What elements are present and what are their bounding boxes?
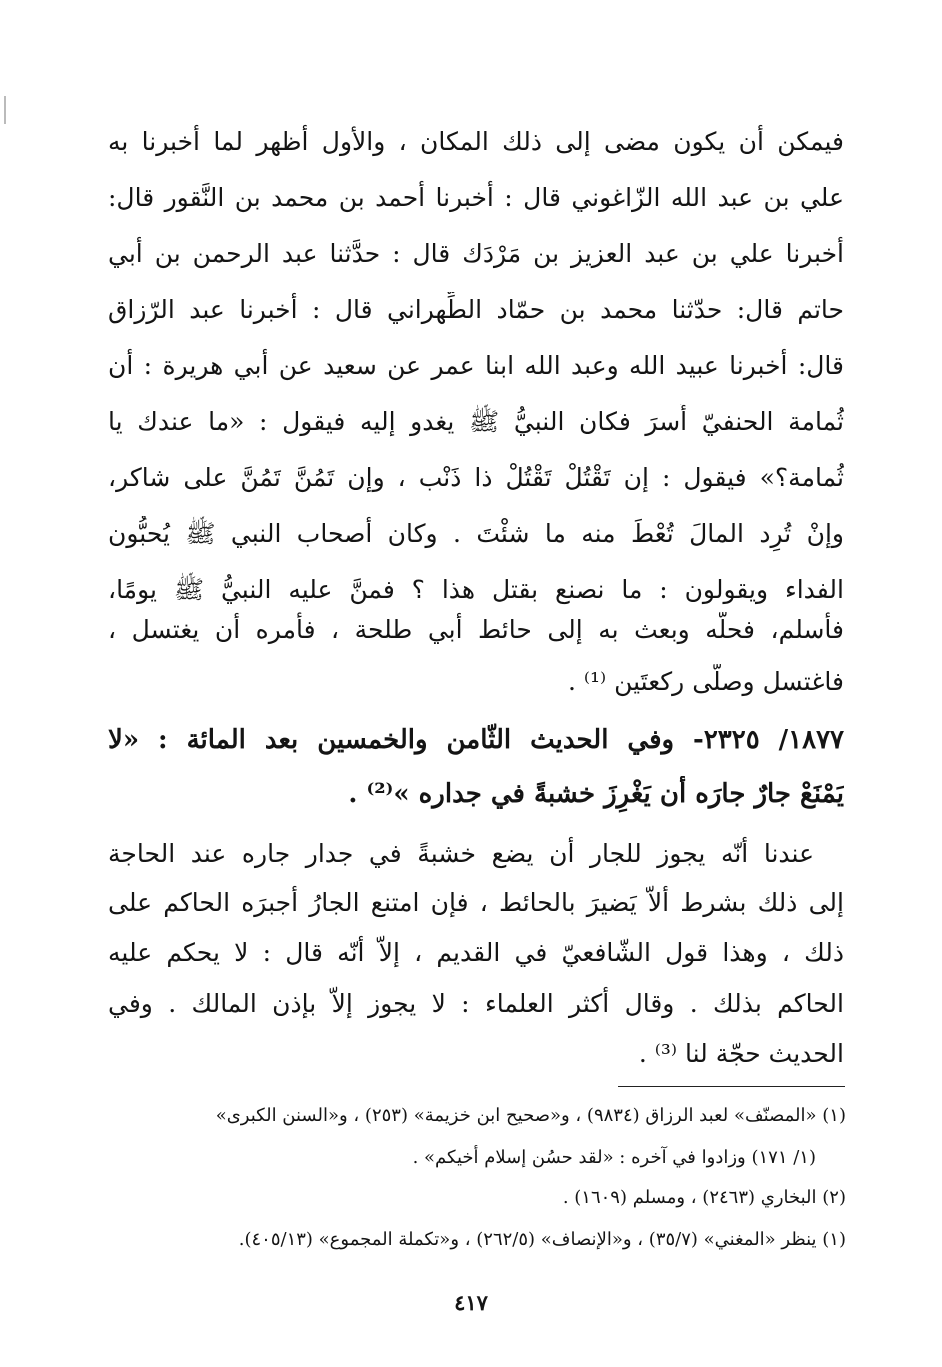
page-number: ٤١٧ [454,1290,488,1315]
commentary-line-3: ذلك ، وهذا قول الشّافعيّ في القديم ، إلاّ أنّه قال : لا يحكم عليه [108,938,844,967]
hadith-heading-line-2: يَمْنَعْ جارٌ جارَه أن يَغْرِزَ خشبةً في جداره »⁽²⁾ . [348,779,844,809]
footnote-2: (٢) البخاري (٢٤٦٣) ، ومسلم (١٦٠٩) . [562,1187,846,1208]
footnote-1: (١) «المصنّف» لعبد الرزاق (٩٨٣٤) ، و«صحيح ابن خزيمة» (٢٥٣) ، و«السنن الكبرى» [215,1105,846,1126]
body-line-7: ثُمامة؟» فيقول : إن تَقْتُلْ تَقْتُلْ ذا ذَنْب ، وإن تَمُنَّ تَمُنَّ على شاكر، [108,463,844,492]
commentary-line-5: الحديث حجّة لنا ⁽³⁾ . [638,1039,844,1068]
body-line-9: الفداء ويقولون : ما نصنع بقتل هذا ؟ فمنَّ عليه النبيُّ ﷺ يومًا، [108,575,844,604]
body-line-2: علي بن عبد الله الزّاغوني قال : أخبرنا أحمد بن محمد بن النَّقور قال: [108,183,844,212]
scan-edge-mark [4,96,6,124]
body-line-10: فأسلم، فحلَّه وبعث به إلى حائط أبي طلحة ، فأمره أن يغتسل ، [108,615,844,644]
body-line-8: وإنْ تُرِد المالَ تُعْطَ منه ما شئْتَ . وكان أصحاب النبي ﷺ يُحبُّون [108,519,844,548]
body-line-6: ثُمامة الحنفيّ أُسرَ فكان النبيُّ ﷺ يغدو إليه فيقول : «ما عندك يا [108,407,844,436]
footnote-separator [618,1086,845,1087]
body-line-1: فيمكن أن يكون مضى إلى ذلك المكان ، والأول أظهر لما أخبرنا به [108,127,844,156]
hadith-heading-line-1: ١٨٧٧/ ٢٣٢٥- وفي الحديث الثّامن والخمسين بعد المائة : «لا [108,725,844,755]
commentary-line-2: إلى ذلك بشرط ألاّ يَضيرَ بالحائط ، فإن امتنع الجارُ أجبرَه الحاكم على [108,888,844,917]
body-line-3: أخبرنا علي بن عبد العزيز بن مَرْدَك قال : حدَّثنا عبد الرحمن بن أبي [108,239,844,268]
footnote-1-continued: (١/ ١٧١) وزادوا في آخره : «لقد حسُن إسلام أخيكم» . [412,1147,816,1168]
commentary-line-1: عندنا أنّه يجوز للجار أن يضع خشبةً في جدار جاره عند الحاجة [108,839,814,868]
commentary-line-4: الحاكم بذلك . وقال أكثر العلماء : لا يجوز إلاّ بإذن المالك . وفي [108,989,844,1018]
body-line-11: فاغتسل وصلّى ركعتَين ⁽¹⁾ . [567,667,844,696]
footnote-3: (١) ينظر «المغني» (٣٥/٧) ، و«الإنصاف» (٢٦٢/٥) ، و«تكملة المجموع» (٤٠٥/١٣). [238,1229,846,1250]
body-line-5: قال: أخبرنا عبيد الله وعبد الله ابنا عمر عن سعيد عن أبي هريرة : أن [108,351,844,380]
body-line-4: حاتم قال: حدّثنا محمد بن حمّاد الطِّهراني قال : أخبرنا عبد الرّزاق [108,295,844,324]
